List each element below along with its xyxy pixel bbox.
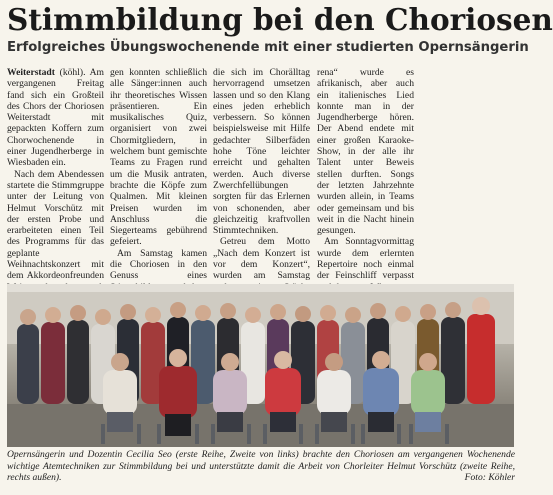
- article-column-3: [213, 67, 310, 281]
- article-paragraph: Getreu dem Motto „Nach dem Konzert ist vor dem Konzert“, wurden am Samstag: [213, 236, 310, 282]
- article-paragraph: gen konnten schließlich alle Sänger:innen auch ihr theoretisches Wissen präsentieren. Ein musikalisches Quiz, organisiert von zwei Chormitgliedern, in welchem bunt gemischte Teams zu Fragen rund um die Musik antraten, brachte die Köpfe zum Qualmen. Mit kleinen Preisen wurden im Anschluss die Siegerteams gebührend gefeiert.: [110, 67, 207, 248]
- article-paragraph: die sich im Chorälltag hervorragend umsetzen lassen und so den Klang eines jeden erheblich verbessern. So können beispielsweise mit Hilfe gedachter Silberfäden hohe Töne leichter erreicht und gehalten werden. Auch diverse Zwerchfellübungen sorgten für das Erlernen von schonenden, aber gleichzeitig kraftvollen Stimmtechniken.: [213, 67, 310, 237]
- article-column-2: [110, 67, 207, 281]
- photo-caption: [7, 449, 515, 484]
- article-paragraph: Am Sonntagvormittag wurde dem erlernten Repertoire noch einmal der Feinschliff verpasst: [317, 236, 414, 282]
- article-paragraph: rena“ wurde es afrikanisch, aber auch ein italienisches Lied konnte man in der Jugendherberge hören. Der Abend endete mit einer großen Karaoke-Show, in der alle ihr Talent unter Beweis stellen durften. Songs der letzten Jahrzehnte wurden allein, in Teams oder gemeinsam und bis weit in die Nacht hinein gesungen.: [317, 67, 414, 237]
- article-subhead: Erfolgreiches Übungswochenende mit einer studierten Opernsängerin: [7, 40, 529, 55]
- article-column-4: [317, 67, 414, 281]
- article-headline: Stimmbildung bei den Choriosen: [7, 2, 553, 37]
- article-paragraph: Nach dem Abendessen startete die Stimmgruppe unter der Leitung von Helmut Vorschütz mit der ersten Probe und erarbeiteten einen Teil des Programms für das geplante Weihnachtskonzert mit dem Akkordeonfreunden: [7, 168, 104, 282]
- article-body: [7, 67, 515, 281]
- article-lead-text: (köhl). Am vergangenen Freitag fand sich ein Großteil des Chors der Choriosen Weiterstadt mit gepackten Koffern zum Chorwochenende in einer Jugendherberge in Wiesbaden ein.: [7, 67, 104, 169]
- article-lead-paragraph: [7, 67, 104, 169]
- article-column-1: [7, 67, 104, 281]
- article-byline: Weiterstadt: [7, 67, 55, 78]
- photo-ceiling: [7, 284, 514, 292]
- group-photo-illustration: [7, 284, 514, 447]
- photo-caption-text: Opernsängerin und Dozentin Cecilia Seo (erste Reihe, Zweite von links) brachte den Choriosen am vergangenen Wochenende wichtige Atemtechniken zur Stimmbildung bei und unterstützte damit die Arbeit von Chorleiter Helmut Vorschütz (zweite Reihe, rechts außen).: [7, 449, 515, 484]
- photo-credit: Foto: Köhler: [464, 472, 515, 484]
- group-photo: [7, 284, 514, 447]
- article-paragraph: Am Samstag kamen die Choriosen in den Genuss eines: [110, 247, 207, 282]
